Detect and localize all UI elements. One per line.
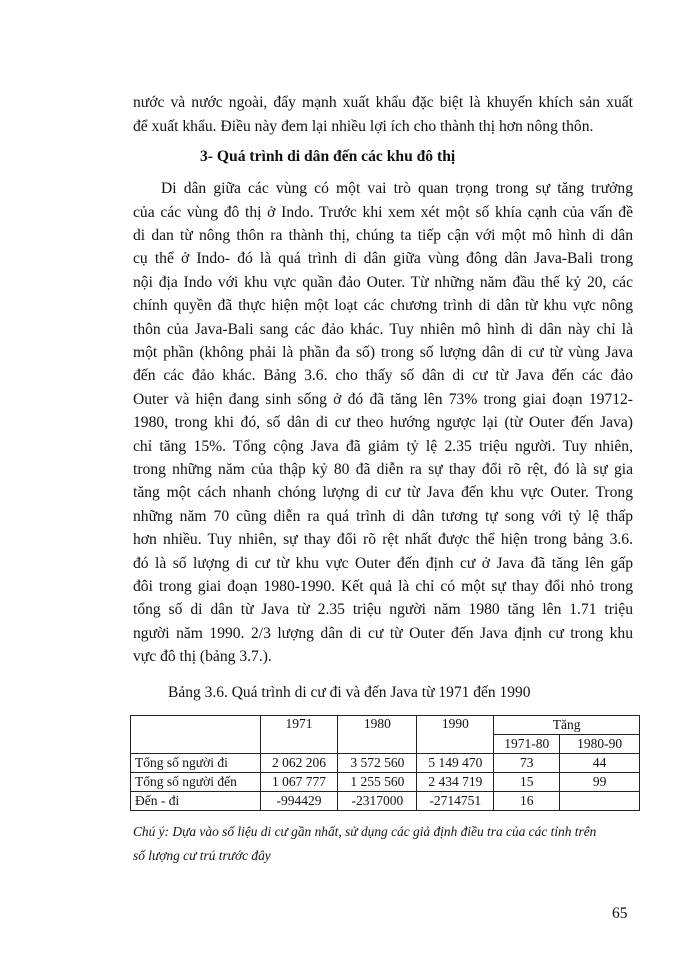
paragraph-line: vực đô thị (bảng 3.7.).: [133, 648, 272, 665]
row-label: Tổng số người đến: [131, 773, 261, 792]
paragraph-line: Di dân giữa các vùng có một vai trò quan trọng trong sự tăng trưởng: [161, 180, 633, 197]
paragraph-line: đó là số lượng di cư từ khu vực Outer đến định cư ở Java đã tăng lên gấp: [133, 555, 633, 572]
paragraph-line: chính quyền đã thực hiện một loạt các chương trình di dân từ khu vực nông: [133, 297, 633, 314]
paragraph-line: trong những năm của thập kỷ 80 đã diễn ra sự thay đổi rõ rệt, đó là sự gia: [133, 461, 633, 478]
table-cell: -994429: [260, 792, 338, 811]
table-header-blank: [131, 716, 261, 754]
paragraph-line: đến các đảo khác. Bảng 3.6. cho thấy số dân di cư từ Java đến các đảo: [133, 367, 633, 384]
body-text-line: để xuất khẩu. Điều này đem lại nhiều lợi ích cho thành thị hơn nông thôn.: [133, 118, 594, 135]
year-header: 1980: [338, 716, 417, 754]
table-header-row: [131, 716, 640, 735]
increase-header: Tăng: [494, 716, 640, 735]
paragraph-line: người năm 1990. 2/3 lượng dân di cư từ Outer đến Java định cư trong khu: [133, 625, 633, 642]
paragraph-line: chỉ tăng 15%. Tổng cộng Java đã giảm tỷ lệ 2.35 triệu người. Tuy nhiên,: [133, 438, 633, 455]
table-cell: 5 149 470: [417, 754, 494, 773]
table-cell: [560, 792, 640, 811]
paragraph-line: của các vùng đô thị ở Indo. Trước khi xem xét một số khía cạnh của vấn đề: [133, 204, 633, 221]
paragraph-line: đôi trong giai đoạn 1980-1990. Kết quả là chỉ có một sự thay đổi nhỏ trong: [133, 578, 633, 595]
row-label: Tổng số người đi: [131, 754, 261, 773]
table-cell: 3 572 560: [338, 754, 417, 773]
page-number: 65: [612, 905, 628, 922]
paragraph-line: Outer và hiện đang sinh sống ở đó đã tăng lên 73% trong giai đoạn 19712-: [133, 391, 633, 408]
paragraph-line: thôn của Java-Bali sang các đảo khác. Tuy nhiên mô hình di dân này chỉ là: [133, 321, 633, 338]
table-cell: 73: [494, 754, 560, 773]
migration-table: [130, 715, 640, 811]
table-cell: 1 255 560: [338, 773, 417, 792]
table-cell: 16: [494, 792, 560, 811]
paragraph-line: một phần (không phải là phần đa số) trong số lượng dân di cư từ vùng Java: [133, 344, 633, 361]
table-cell: -2317000: [338, 792, 417, 811]
paragraph-line: cụ thể ở Indo- đó là quá trình di dân giữa vùng đông dân Java-Bali trong: [133, 250, 633, 267]
table-cell: 2 062 206: [260, 754, 338, 773]
paragraph-line: nội địa Indo với khu vực quần đảo Outer. Từ những năm đầu thế kỷ 20, các: [133, 274, 633, 291]
table-row: [131, 754, 640, 773]
table-cell: 2 434 719: [417, 773, 494, 792]
table-cell: -2714751: [417, 792, 494, 811]
table-note: Chú ý: Dựa vào số liệu di cư gần nhất, sử dụng các giả định điều tra của các tỉnh trên: [133, 824, 597, 839]
period-header: 1980-90: [560, 735, 640, 754]
row-label: Đến - đi: [131, 792, 261, 811]
table-note: số lượng cư trú trước đây: [133, 848, 271, 863]
table-cell: 15: [494, 773, 560, 792]
period-header: 1971-80: [494, 735, 560, 754]
table-row: [131, 792, 640, 811]
table-cell: 1 067 777: [260, 773, 338, 792]
year-header: 1990: [417, 716, 494, 754]
table-cell: 44: [560, 754, 640, 773]
table-cell: 99: [560, 773, 640, 792]
paragraph-line: tổng số di dân từ Java từ 2.35 triệu người năm 1980 tăng lên 1.71 triệu: [133, 601, 633, 618]
table-caption: Bảng 3.6. Quá trình di cư đi và đến Java từ 1971 đến 1990: [168, 684, 531, 701]
table-row: [131, 773, 640, 792]
paragraph-line: tăng một cách nhanh chóng lượng di cư từ Java đến khu vực Outer. Trong: [133, 484, 633, 501]
paragraph-line: hơn nhiều. Tuy nhiên, sự thay đổi rõ rệt nhất được thể hiện trong bảng 3.6.: [133, 531, 633, 548]
section-heading: 3- Quá trình di dân đến các khu đô thị: [200, 148, 456, 165]
paragraph-line: di dan từ nông thôn ra thành thị, chúng ta tiếp cận với một mô hình di dân: [133, 227, 633, 244]
paragraph-line: những năm 70 cũng diễn ra quá trình di dân tương tự song với tỷ lệ thấp: [133, 508, 633, 525]
paragraph-line: 1980, trong khi đó, số dân di cư theo hướng ngược lại (từ Outer đến Java): [133, 414, 633, 431]
year-header: 1971: [260, 716, 338, 754]
body-text-line: nước và nước ngoài, đẩy mạnh xuất khẩu đặc biệt là khuyến khích sản xuất: [133, 94, 633, 111]
